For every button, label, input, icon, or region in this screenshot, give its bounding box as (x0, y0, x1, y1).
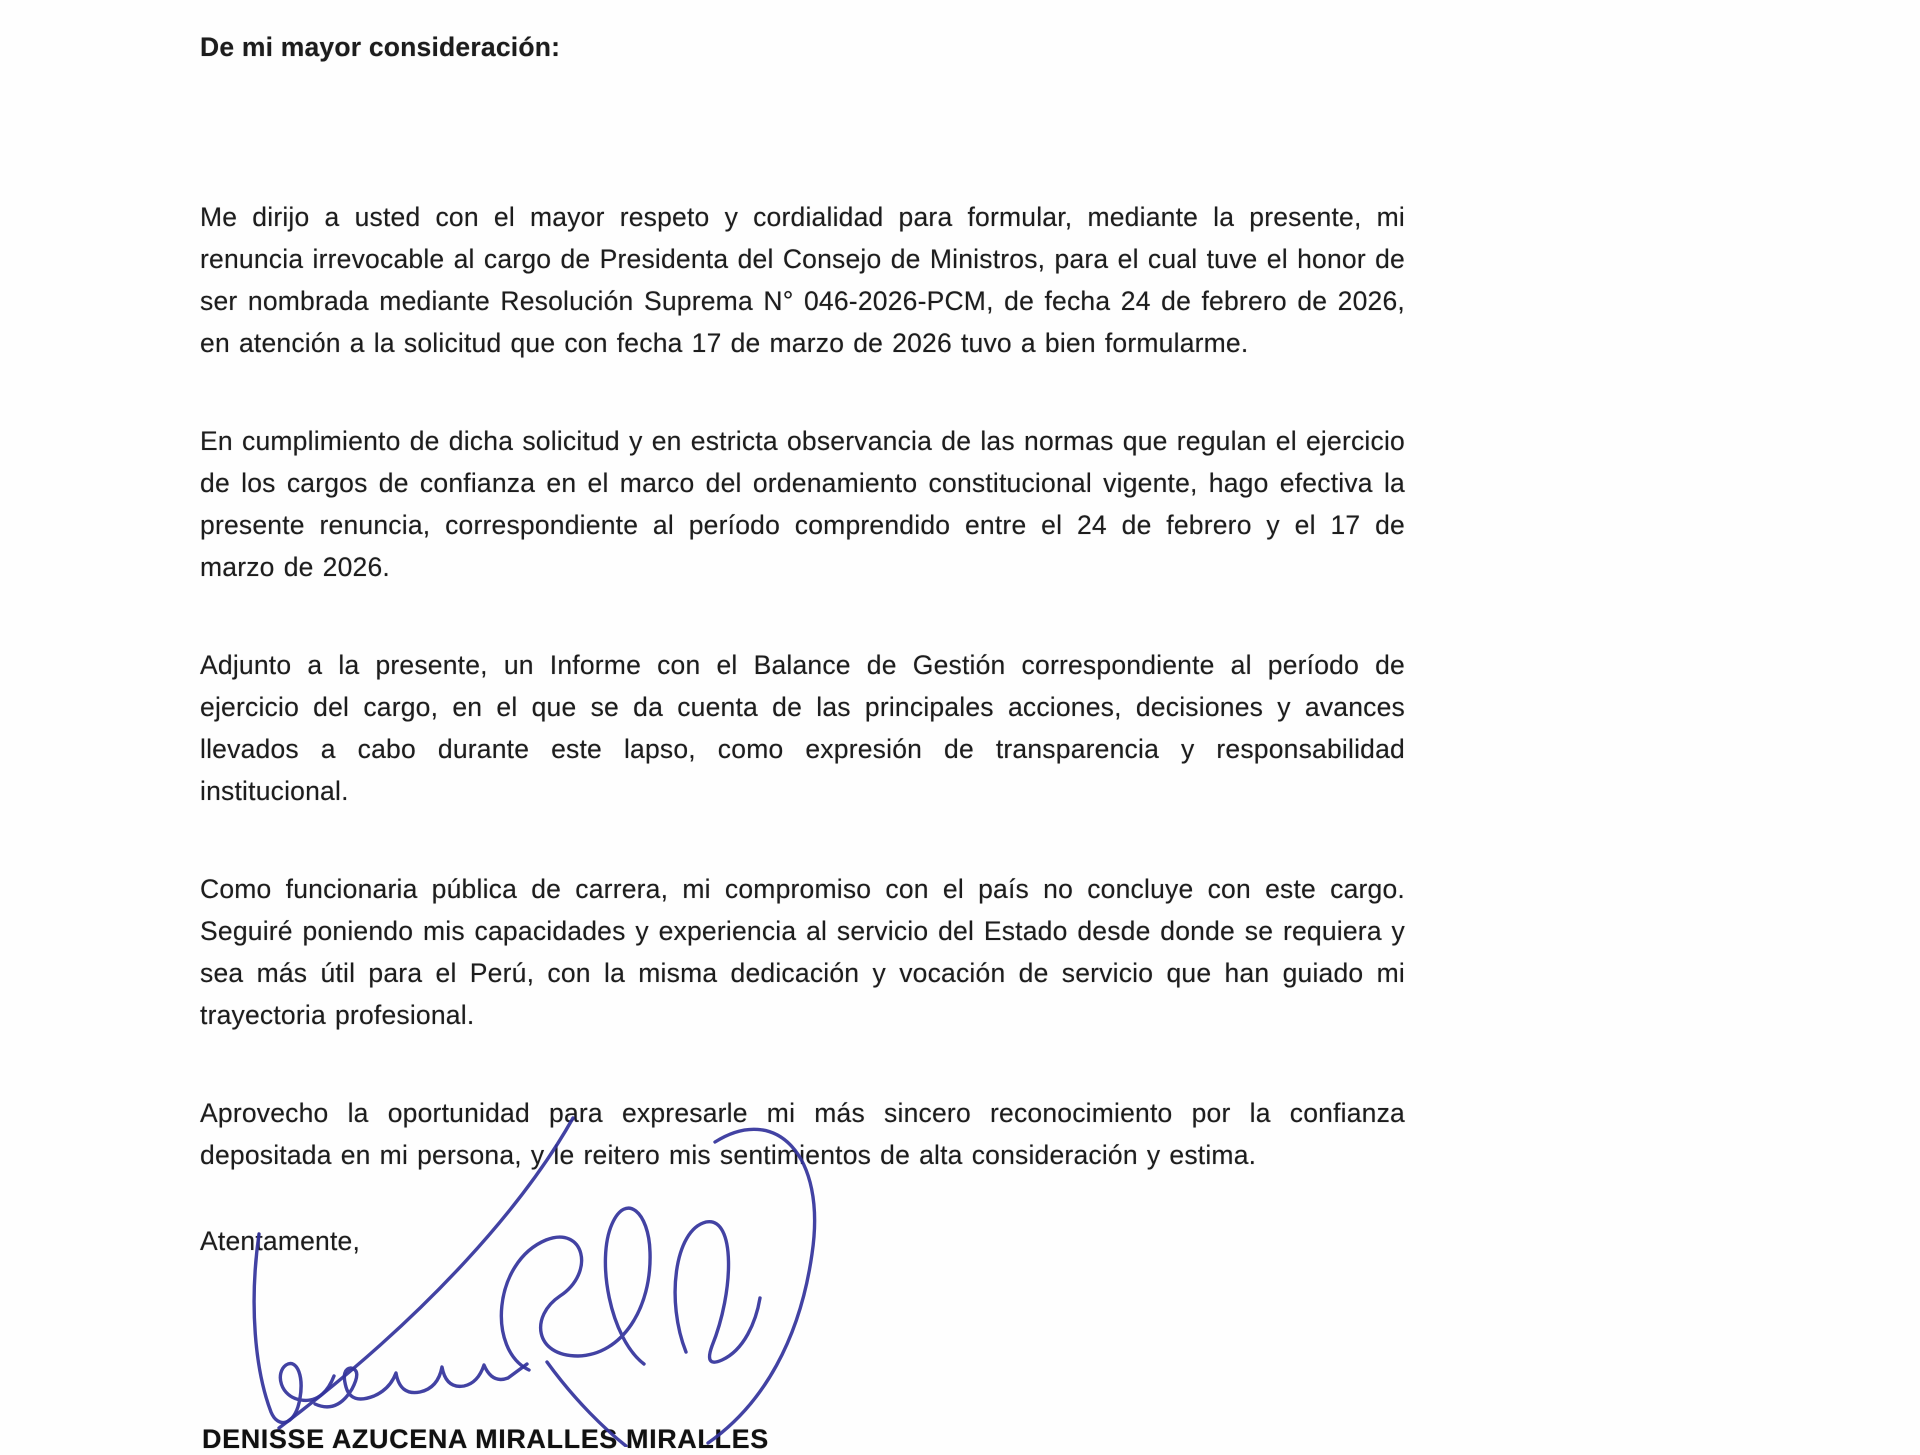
signer-name: DENISSE AZUCENA MIRALLES MIRALLES (202, 1424, 769, 1454)
paragraph-3: Adjunto a la presente, un Informe con el Balance de Gestión correspondiente al período de ejercicio del cargo, en el que se da cuenta de las principales acciones, decisiones y avances llevados a cabo durante este lapso, como expresión de transparencia y responsabilidad institucional. (200, 650, 1405, 806)
paragraph-2: En cumplimiento de dicha solicitud y en estricta observancia de las normas que regulan el ejercicio de los cargos de confianza en el marco del ordenamiento constitucional vigente, hago efectiva la presente renuncia, correspondiente al período comprendido entre el 24 de febrero y el 17 de marzo de 2026. (200, 426, 1405, 582)
closing-salutation: Atentamente, (200, 1226, 361, 1256)
letter-body (200, 26, 1405, 1262)
paragraph-4: Como funcionaria pública de carrera, mi compromiso con el país no concluye con este cargo. Seguiré poniendo mis capacidades y experiencia al servicio del Estado desde donde se requiera y sea más útil para el Perú, con la misma dedicación y vocación de servicio que han guiado mi trayectoria profesional. (200, 874, 1405, 1030)
paragraph-1: Me dirijo a usted con el mayor respeto y cordialidad para formular, mediante la presente, mi renuncia irrevocable al cargo de Presidenta del Consejo de Ministros, para el cual tuve el honor de ser nombrada mediante Resolución Suprema N° 046-2026-PCM, de fecha 24 de febrero de 2026, en atención a la solicitud que con fecha 17 de marzo de 2026 tuvo a bien formularme. (200, 202, 1405, 358)
salutation: De mi mayor consideración: (200, 32, 561, 62)
paragraph-5: Aprovecho la oportunidad para expresarle mi más sincero reconocimiento por la confianza depositada en mi persona, y le reitero mis sentimientos de alta consideración y estima. (200, 1098, 1405, 1170)
